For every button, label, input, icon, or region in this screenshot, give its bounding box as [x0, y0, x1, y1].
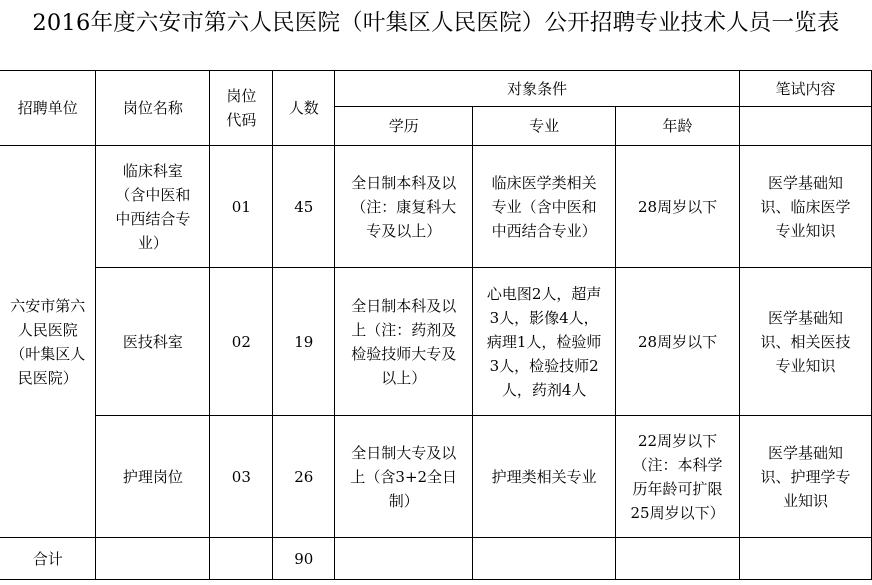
- header-major: 专业: [473, 107, 616, 146]
- header-conditions: 对象条件: [335, 71, 740, 107]
- total-empty-cell: [740, 538, 872, 580]
- major-cell: 临床医学类相关 专业（含中医和 中西结合专业）: [473, 146, 616, 268]
- total-empty-cell: [96, 538, 210, 580]
- position-code-cell: 01: [210, 146, 273, 268]
- header-position-name: 岗位名称: [96, 71, 210, 146]
- exam-cell: 医学基础知 识、护理学专 业知识: [740, 416, 872, 538]
- education-cell: 全日制大专及以 上（含3+2全日 制）: [335, 416, 473, 538]
- major-cell: 护理类相关专业: [473, 416, 616, 538]
- education-cell: 全日制本科及以 上（注：药剂及 检验技师大专及 以上）: [335, 268, 473, 416]
- count-cell: 19: [273, 268, 335, 416]
- total-empty-cell: [210, 538, 273, 580]
- header-count: 人数: [273, 71, 335, 146]
- age-cell: 28周岁以下: [616, 268, 740, 416]
- unit-name-cell: 六安市第六 人民医院 （叶集区人 民医院）: [0, 146, 96, 538]
- position-name-cell: 医技科室: [96, 268, 210, 416]
- position-name-cell: 临床科室 （含中医和 中西结合专 业）: [96, 146, 210, 268]
- count-cell: 45: [273, 146, 335, 268]
- recruitment-table: [0, 70, 872, 580]
- table-row: [0, 416, 872, 538]
- position-code-cell: 03: [210, 416, 273, 538]
- education-cell: 全日制本科及以 （注：康复科大 专及以上）: [335, 146, 473, 268]
- count-cell: 26: [273, 416, 335, 538]
- table-row: [0, 268, 872, 416]
- age-cell: 22周岁以下 （注：本科学 历年龄可扩限 25周岁以下）: [616, 416, 740, 538]
- header-exam-empty: [740, 107, 872, 146]
- total-empty-cell: [473, 538, 616, 580]
- position-code-cell: 02: [210, 268, 273, 416]
- page-title: 2016年度六安市第六人民医院（叶集区人民医院）公开招聘专业技术人员一览表: [32, 10, 840, 36]
- table-row: [0, 146, 872, 268]
- header-unit: 招聘单位: [0, 71, 96, 146]
- age-cell: 28周岁以下: [616, 146, 740, 268]
- position-name-cell: 护理岗位: [96, 416, 210, 538]
- header-position-code: 岗位 代码: [210, 71, 273, 146]
- exam-cell: 医学基础知 识、临床医学 专业知识: [740, 146, 872, 268]
- total-empty-cell: [335, 538, 473, 580]
- total-count-cell: 90: [273, 538, 335, 580]
- total-empty-cell: [616, 538, 740, 580]
- header-age: 年龄: [616, 107, 740, 146]
- total-row: [0, 538, 872, 580]
- header-education: 学历: [335, 107, 473, 146]
- major-cell: 心电图2人，超声 3人，影像4人， 病理1人，检验师 3人，检验技师2 人，药剂4人: [473, 268, 616, 416]
- exam-cell: 医学基础知 识、相关医技 专业知识: [740, 268, 872, 416]
- header-exam: 笔试内容: [740, 71, 872, 107]
- header-row-1: [0, 71, 872, 107]
- total-label-cell: 合计: [0, 538, 96, 580]
